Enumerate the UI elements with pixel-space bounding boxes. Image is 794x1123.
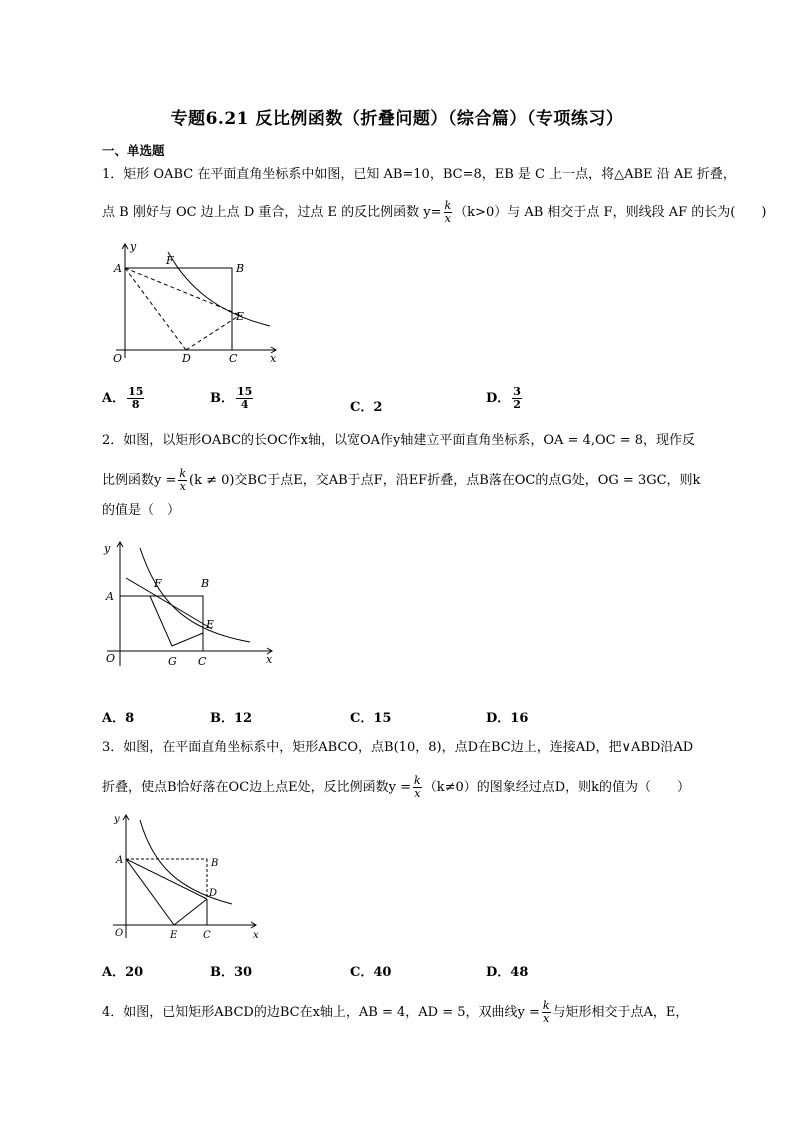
q2-options (102, 707, 662, 727)
q3-option-a[interactable]: A．20 (102, 965, 144, 980)
q3-figure (108, 810, 268, 945)
q1-line2b: （k>0）与 AB 相交于点 F，则线段 AF 的长为( ) (454, 205, 767, 220)
q3-label-y: y (114, 814, 120, 825)
q1-label-x: x (270, 352, 277, 365)
q1-label-E: E (236, 310, 245, 323)
q1-option-a[interactable]: A． $\frac{15}{8}$ (102, 385, 144, 411)
q4-line1a: 4．如图，已知矩形ABCD的边BC在x轴上，AB = 4，AD = 5，双曲线y = (102, 1005, 540, 1020)
q1-option-d[interactable]: D． $\frac{3}{2}$ (486, 385, 521, 411)
q2-line2b: (k ≠ 0)交BC于点E，交AB于点F，沿EF折叠，点B落在OC的点G处，OG = 3GC，则k (189, 473, 701, 488)
q3-label-C: C (203, 930, 211, 941)
q3-label-B: B (211, 858, 219, 869)
q2-label-G: G (168, 655, 177, 668)
q3-label-O: O (115, 928, 124, 939)
q3-line1: 3．如图，在平面直角坐标系中，矩形ABCO，点B(10，8)，点D在BC边上，连接AD，把∨ABD沿AD (102, 740, 694, 755)
q1-options (102, 386, 662, 422)
q4-fraction: $\frac{k}{x}$ (542, 999, 550, 1025)
q3-option-b[interactable]: B．30 (210, 965, 253, 980)
q3-line2b: （k≠0）的图象经过点D，则k的值为（ ） (423, 780, 691, 795)
q3-label-x: x (253, 930, 259, 941)
q1-label-B: B (236, 262, 245, 275)
q2-label-C: C (198, 655, 207, 668)
q2-option-b[interactable]: B．12 (210, 711, 253, 726)
q2-label-O: O (106, 652, 116, 665)
q2-label-A: A (106, 590, 114, 603)
q2-label-x: x (266, 653, 273, 666)
q2-figure (102, 538, 282, 670)
q2-option-d[interactable]: D．16 (486, 711, 529, 726)
q2-label-E: E (206, 618, 215, 631)
q1-label-F: F (166, 254, 174, 267)
q1-fraction: $\frac{k}{x}$ (444, 199, 452, 225)
q1-line2 (102, 199, 767, 225)
q2-line2a: 比例函数y = (102, 473, 177, 488)
q3-option-c[interactable]: C．40 (350, 965, 392, 980)
q2-label-B: B (201, 577, 210, 590)
q1-label-O: O (113, 352, 123, 365)
q1-figure (108, 238, 283, 366)
q2-line2 (102, 468, 702, 493)
q2-line3: 的值是（ ） (102, 503, 181, 518)
q4-line1 (102, 1000, 702, 1025)
q2-line1: 2．如图，以矩形OABC的长OC作x轴，以宽OA作y轴建立平面直角坐标系，OA = 4,OC = 8，现作反 (102, 433, 696, 448)
q2-label-y: y (104, 542, 111, 555)
q2-option-c[interactable]: C．15 (350, 711, 392, 726)
section-heading: 一、单选题 (102, 143, 165, 158)
q1-line1: 1．矩形 OABC 在平面直角坐标系中如图，已知 AB=10，BC=8，EB 是 C 上一点，将△ABE 沿 AE 折叠， (102, 167, 736, 182)
q4-line1b: 与矩形相交于点A，E， (552, 1005, 689, 1020)
q3-fraction: $\frac{k}{x}$ (414, 774, 421, 800)
q2-option-a[interactable]: A．8 (102, 711, 135, 726)
q1-option-b[interactable]: B． $\frac{15}{4}$ (210, 385, 253, 411)
q1-label-y: y (130, 240, 137, 253)
q3-label-D: D (209, 888, 218, 899)
q1-line2a: 点 B 刚好与 OC 边上点 D 重合，过点 E 的反比例函数 y= (102, 205, 442, 220)
q1-label-D: D (182, 352, 191, 365)
q3-label-A: A (116, 855, 124, 866)
q3-line2 (102, 775, 702, 800)
q2-fraction: $\frac{k}{x}$ (179, 467, 187, 493)
q3-label-E: E (170, 930, 178, 941)
q3-options (102, 961, 662, 981)
q1-option-c[interactable]: C．2 (350, 400, 383, 415)
q3-line2a: 折叠，使点B恰好落在OC边上点E处，反比例函数y = (102, 780, 412, 795)
q2-label-F: F (154, 577, 162, 590)
q1-label-A: A (114, 262, 122, 275)
q1-label-C: C (229, 352, 238, 365)
q3-option-d[interactable]: D．48 (486, 965, 529, 980)
page-title: 专题6.21 反比例函数（折叠问题）（综合篇）（专项练习） (170, 109, 624, 129)
